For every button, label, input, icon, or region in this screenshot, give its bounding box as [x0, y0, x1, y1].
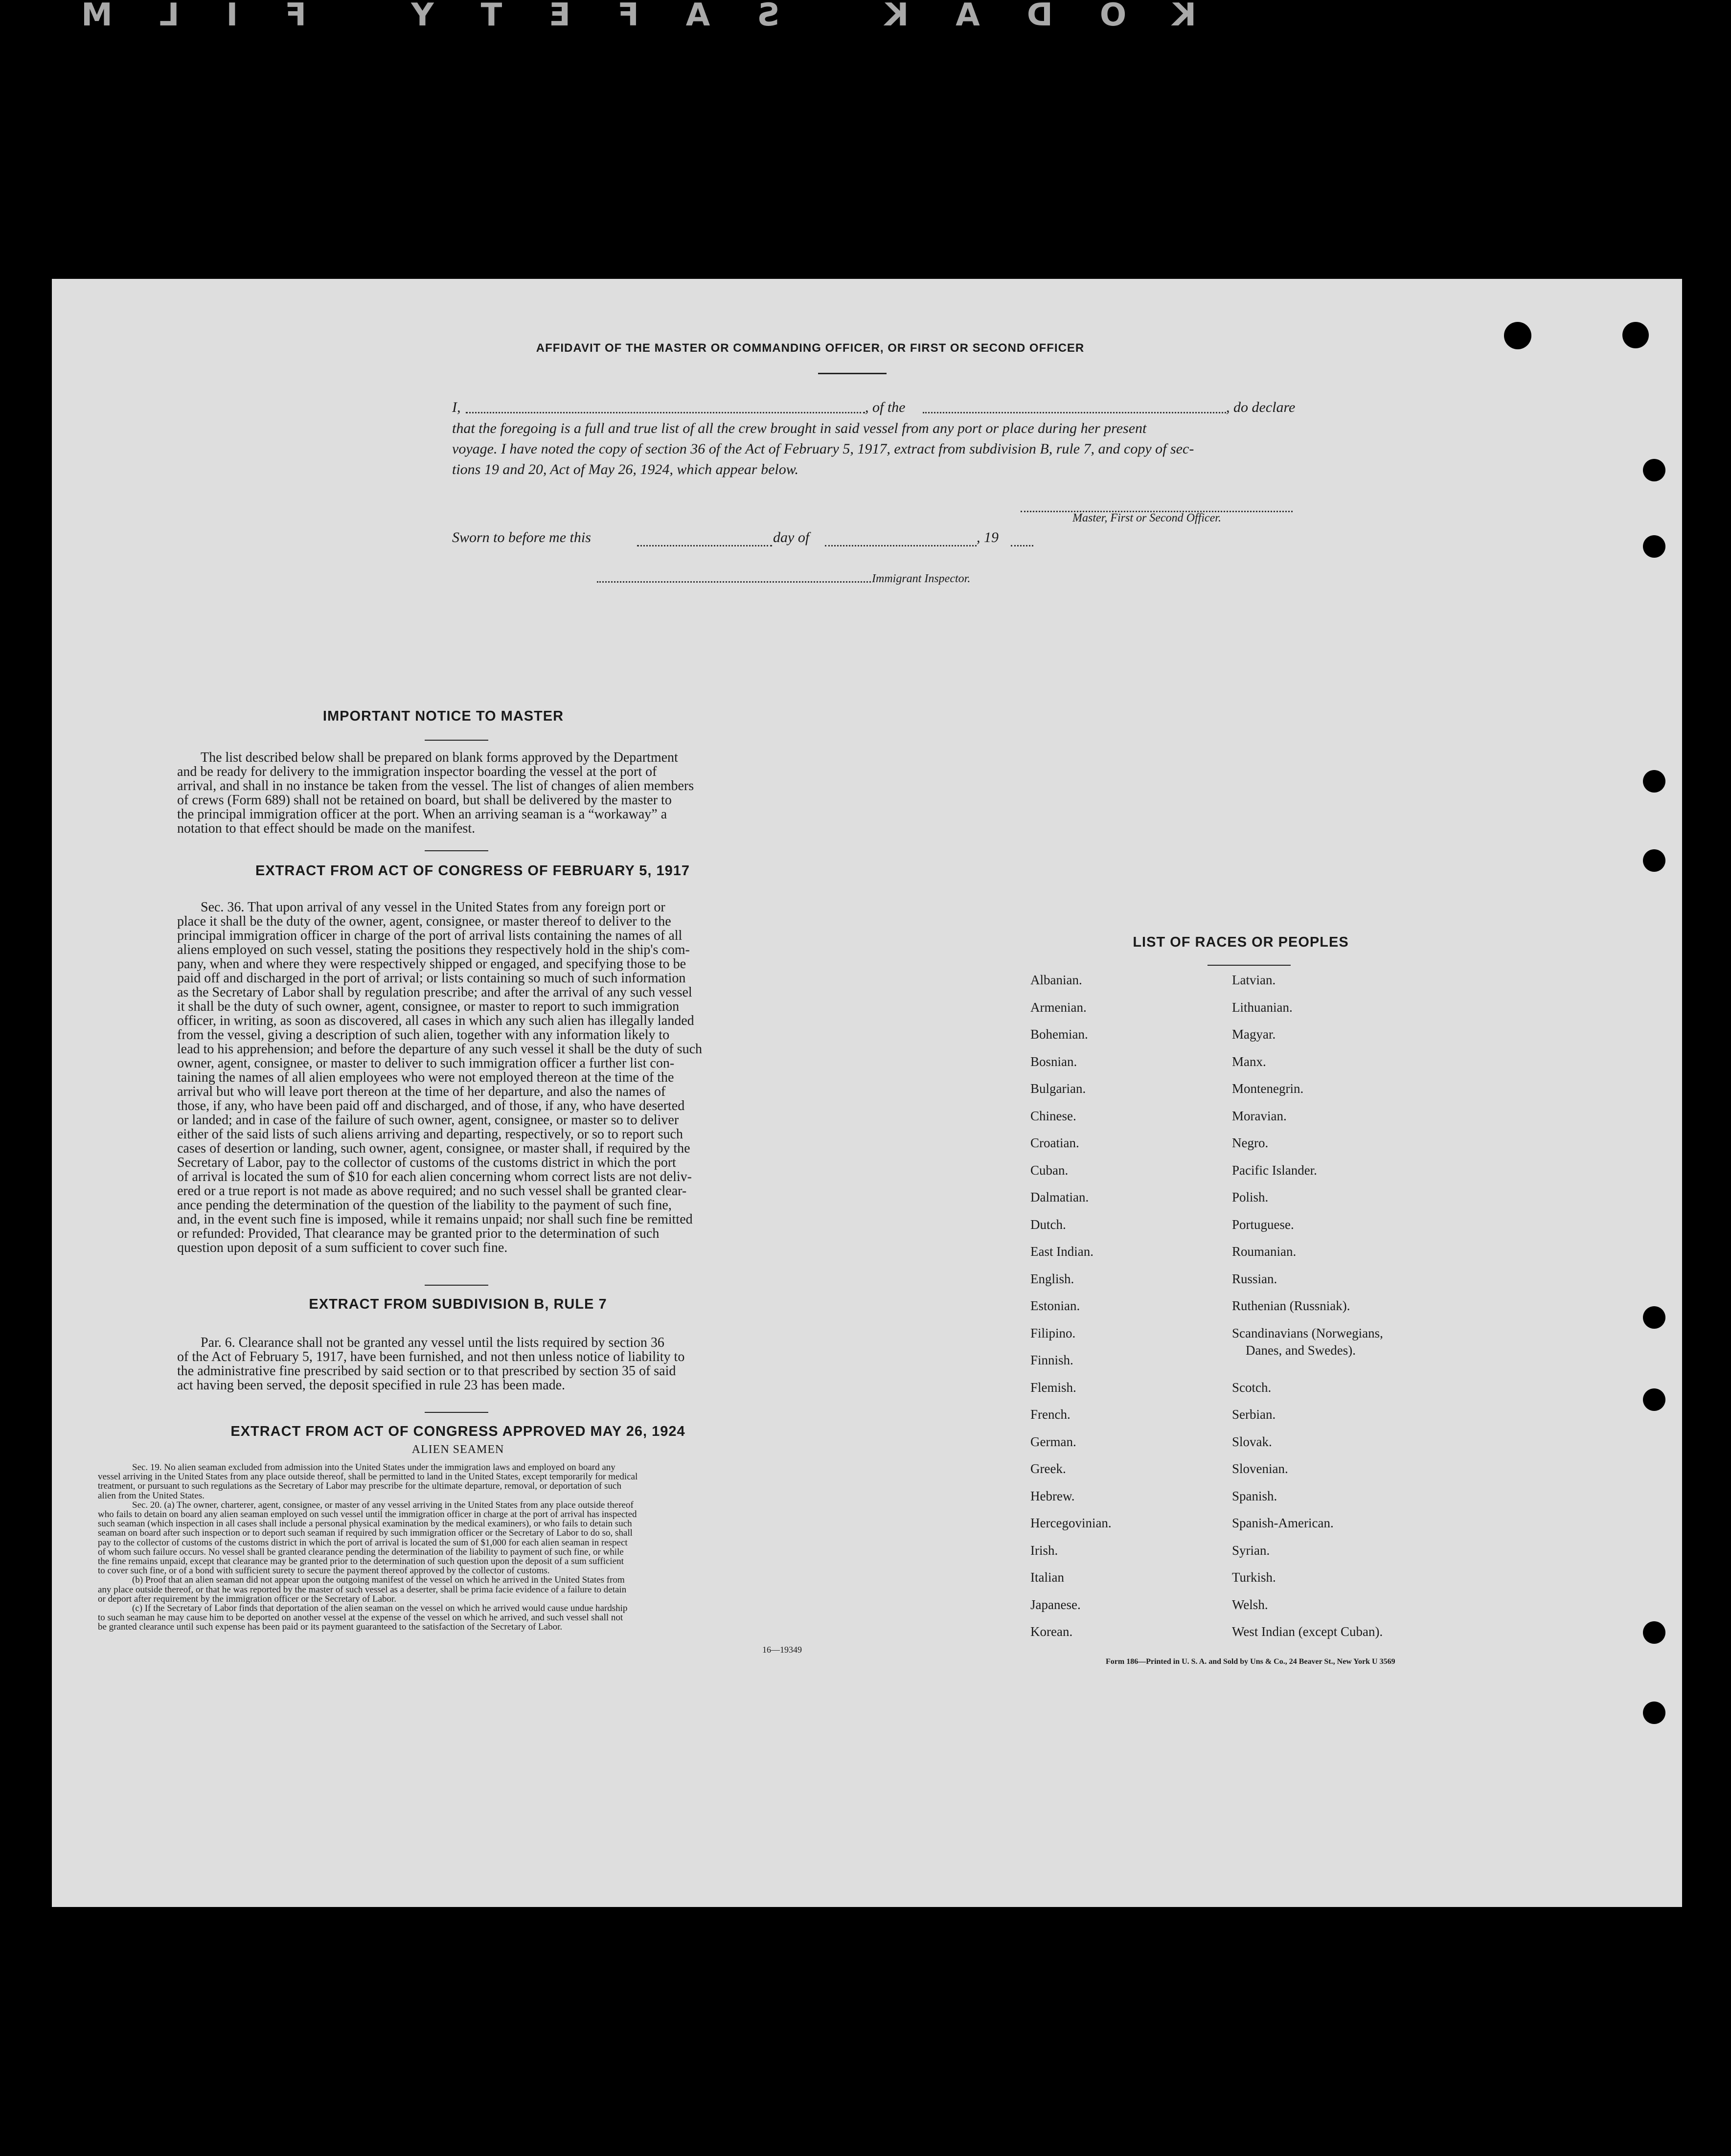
affidavit-line-4: tions 19 and 20, Act of May 26, 1924, which appear below.	[452, 461, 799, 477]
extract-1917-text: Sec. 36. That upon arrival of any vessel in the United States from any foreign port or place it shall be the duty of the owner, agent, consignee, or master thereof to deliver to the principal immigration officer in charge of the port of arrival lists containing the names of all aliens employed on such vessel, stating the positions they respectively hold in the ship's com- pany, when and where they were respectively shipped or engaged, and specifying those to be paid off and discharged in the port of arrival; or lists containing so much of such information as the Secretary of Labor shall by regulation prescribe; and after the arrival of any such vessel it shall be the duty of such owner, agent, consignee, or master to report to such immigration officer, in writing, as soon as discovered, all cases in which any such alien has illegally landed from the vessel, giving a description of such alien, together with any information likely to lead to his apprehension; and before the departure of any such vessel it shall be the duty of such owner, agent, consignee, or master to deliver to such immigration officer a further list con- taining the names of all alien employees who were not employed thereon at the time of the arrival but who will leave port thereon at the time of her departure, and also the names of those, if any, who have been paid off and discharged, and of those, if any, who have deserted or landed; and in case of the failure of such owner, agent, consignee, or master so to deliver either of the said lists of such aliens arriving and departing, respectively, or so to report such cases of desertion or landing, such owner, agent, consignee, or master shall, if required by the Secretary of Labor, pay to the collector of customs of the customs district in which the port of arrival is located the sum of $10 for each alien concerning whom correct lists are not deliv- ered or a true report is not made as above required; and no such vessel shall be granted clear- ance pending the determination of the question of the liability to the payment of such fine, and, in the event such fine is imposed, while it remains unpaid; nor shall such fine be remitted or refunded: Provided, That clearance may be granted prior to the determination of such question upon deposit of a sum sufficient to cover such fine.	[177, 900, 703, 1255]
title-rule	[818, 373, 887, 374]
race-item: Welsh.	[1232, 1597, 1268, 1612]
race-item: Montenegrin.	[1232, 1081, 1304, 1096]
extract-rule7-text: Par. 6. Clearance shall not be granted any vessel until the lists required by section 36 of the Act of February 5, 1917, have been furnished, and not then unless notice of liability to the administrative fine prescribed by said section or to that prescribed by section 35 of said act having been served, the deposit specified in rule 23 has been made.	[177, 1335, 685, 1393]
race-item: Magyar.	[1232, 1027, 1276, 1042]
race-item: Lithuanian.	[1232, 999, 1293, 1015]
sworn-day-line[interactable]	[637, 545, 772, 546]
extract-rule7-title: EXTRACT FROM SUBDIVISION B, RULE 7	[309, 1296, 607, 1312]
race-item: Ruthenian (Russniak).	[1232, 1298, 1350, 1313]
sworn-label: Sworn to before me this	[452, 529, 591, 545]
race-item: Finnish.	[1030, 1353, 1073, 1367]
notice-end-rule	[425, 850, 488, 851]
race-item: West Indian (except Cuban).	[1232, 1624, 1383, 1639]
punch-hole-icon	[1643, 849, 1665, 872]
race-item: Moravian.	[1232, 1108, 1287, 1123]
race-item: Polish.	[1232, 1190, 1269, 1204]
race-item: Filipino.	[1030, 1325, 1076, 1340]
race-item: Irish.	[1030, 1543, 1058, 1558]
race-item: Chinese.	[1030, 1108, 1076, 1123]
race-item: Danes, and Swedes).	[1246, 1343, 1356, 1358]
extract-1924-text: Sec. 19. No alien seaman excluded from admission into the United States under the immigration laws and employed on board any vessel arriving in the United States from any place outside thereof, shall be permitted to land in the United States, except temporarily for medical treatment, or pursuant to such regulations as the Secretary of Labor may prescribe for the ultimate departure, removal, or deportation of such alien from the United States. Sec. 20. (a) The owner, charterer, agent, consignee, or master of any vessel arriving in the United States from any place outside thereof who fails to detain on board any alien seaman employed on such vessel until the immigration officer in charge at the port of arrival has inspected such seaman (which inspection in all cases shall include a personal physical examination by the medical examiners), or who fails to detain such seaman on board after such inspection or to deport such seaman if required by such immigration officer or the Secretary of Labor to do so, shall pay to the collector of customs of the customs district in which the port of arrival is located the sum of $1,000 for each alien seaman in respect of whom such failure occurs. No vessel shall be granted clearance pending the determination of the liability to payment of such fine, or while the fine remains unpaid, except that clearance may be granted prior to the determination of such question upon the deposit of a sum sufficient to cover such fine, or of a bond with sufficient surety to secure the payment thereof approved by the collector of customs. (b) Proof that an alien seaman did not appear upon the outgoing manifest of the vessel on which he arrived in the United States from any place outside thereof, or that he was reported by the master of such vessel as a deserter, shall be prima facie evidence of a failure to detain or deport after requirement by the immigration officer or the Secretary of Labor. (c) If the Secretary of Labor finds that deportation of the alien seaman on the vessel on which he arrived would cause undue hardship to such seaman he may cause him to be deported on another vessel at the expense of the vessel on which he arrived, and such vessel shall not be granted clearance until such expense has been paid or its payment guaranteed to the satisfaction of the Secretary of Labor.	[98, 1462, 638, 1633]
punch-hole-icon	[1643, 1388, 1665, 1411]
extract-1924-title: EXTRACT FROM ACT OF CONGRESS APPROVED MAY 26, 1924	[230, 1424, 685, 1439]
master-signature-label: Master, First or Second Officer.	[1072, 512, 1221, 524]
race-item: Bulgarian.	[1030, 1081, 1086, 1096]
race-item: Turkish.	[1232, 1570, 1276, 1585]
affidavit-line-2: that the foregoing is a full and true list of all the crew brought in said vessel from any port or place during her present	[452, 420, 1147, 436]
race-item: Dutch.	[1030, 1217, 1066, 1232]
punch-hole-icon	[1643, 1306, 1665, 1329]
race-item: Slovenian.	[1232, 1461, 1288, 1476]
race-item: Portuguese.	[1232, 1217, 1294, 1232]
race-item: French.	[1030, 1407, 1070, 1422]
extract-1917-title: EXTRACT FROM ACT OF CONGRESS OF FEBRUARY 5, 1917	[255, 863, 690, 879]
race-item: Russian.	[1232, 1271, 1277, 1286]
race-item: Albanian.	[1030, 973, 1082, 987]
extract-1924-subtitle: ALIEN SEAMEN	[411, 1443, 504, 1456]
race-item: Pacific Islander.	[1232, 1162, 1317, 1178]
race-item: Italian	[1030, 1570, 1064, 1585]
race-item: Scotch.	[1232, 1380, 1272, 1395]
notice-rule	[425, 740, 488, 741]
race-item: Manx.	[1232, 1054, 1266, 1069]
inspector-signature-line[interactable]	[597, 581, 871, 583]
punch-hole-icon	[1643, 459, 1665, 481]
race-item: Bosnian.	[1030, 1054, 1077, 1069]
race-item: German.	[1030, 1434, 1076, 1449]
race-item: Bohemian.	[1030, 1027, 1088, 1042]
race-item: English.	[1030, 1271, 1074, 1286]
notice-title: IMPORTANT NOTICE TO MASTER	[322, 708, 564, 724]
race-item: Latvian.	[1232, 973, 1276, 987]
race-item: Estonian.	[1030, 1298, 1080, 1313]
punch-hole-icon	[1643, 770, 1665, 793]
affidavit-line-3: voyage. I have noted the copy of section 36 of the Act of February 5, 1917, extract from subdivision B, rule 7, and copy of sec-	[452, 441, 1194, 457]
race-item: Negro.	[1232, 1135, 1269, 1150]
document-page	[52, 279, 1682, 1907]
notice-text: The list described below shall be prepared on blank forms approved by the Department and be ready for delivery to the immigration inspector boarding the vessel at the port of arrival, and shall in no instance be taken from the vessel. The list of changes of alien members of crews (Form 689) shall not be retained on board, but shall be delivered by the master to the principal immigration officer at the port. When an arriving seaman is a “workaway” a notation to that effect should be made on the manifest.	[177, 750, 694, 836]
day-of-label: day of	[773, 529, 810, 545]
race-item: Hebrew.	[1030, 1488, 1075, 1503]
races-rule	[1207, 965, 1291, 966]
film-edge	[0, 0, 1731, 34]
race-item: Japanese.	[1030, 1597, 1081, 1612]
vessel-name-line[interactable]	[923, 412, 1226, 413]
declare-text: , do declare	[1226, 399, 1296, 415]
race-item: Scandinavians (Norwegians,	[1232, 1325, 1383, 1340]
race-item: Hercegovinian.	[1030, 1516, 1112, 1530]
race-item: Flemish.	[1030, 1380, 1076, 1395]
punch-hole-icon	[1622, 322, 1649, 348]
race-item: Spanish.	[1232, 1488, 1277, 1503]
year-label: , 19	[977, 529, 999, 545]
vessel-label: , of the	[865, 399, 906, 415]
race-item: Croatian.	[1030, 1135, 1079, 1150]
race-item: Cuban.	[1030, 1162, 1069, 1178]
extract-rule7-end-rule	[425, 1412, 488, 1413]
punch-hole-icon	[1643, 1702, 1665, 1724]
race-item: Slovak.	[1232, 1434, 1272, 1449]
printer-note: Form 186—Printed in U. S. A. and Sold by Uns & Co., 24 Beaver St., New York U 3569	[1106, 1657, 1395, 1666]
race-item: Greek.	[1030, 1461, 1066, 1476]
form-number: 16—19349	[762, 1645, 802, 1655]
sworn-month-line[interactable]	[825, 545, 977, 546]
race-item: Dalmatian.	[1030, 1190, 1089, 1204]
affidavit-title: AFFIDAVIT OF THE MASTER OR COMMANDING OFFICER, OR FIRST OR SECOND OFFICER	[536, 341, 1085, 355]
punch-hole-icon	[1643, 535, 1665, 558]
inspector-signature-label: Immigrant Inspector.	[872, 572, 971, 585]
sworn-year-line[interactable]	[1011, 545, 1033, 546]
race-item: Spanish-American.	[1232, 1516, 1334, 1530]
punch-hole-icon	[1504, 322, 1531, 349]
declarant-name-line[interactable]	[466, 412, 865, 413]
race-item: Roumanian.	[1232, 1244, 1297, 1259]
film-edge-text: KODAK SAFETY FILM	[34, 0, 1196, 33]
declarant-label: I,	[452, 399, 461, 415]
race-item: Korean.	[1030, 1624, 1073, 1639]
race-item: Serbian.	[1232, 1407, 1276, 1422]
punch-hole-icon	[1643, 1621, 1665, 1644]
races-title: LIST OF RACES OR PEOPLES	[1133, 934, 1349, 950]
race-item: Armenian.	[1030, 999, 1087, 1015]
extract-1917-end-rule	[425, 1285, 488, 1286]
race-item: East Indian.	[1030, 1244, 1093, 1259]
race-item: Syrian.	[1232, 1543, 1270, 1558]
